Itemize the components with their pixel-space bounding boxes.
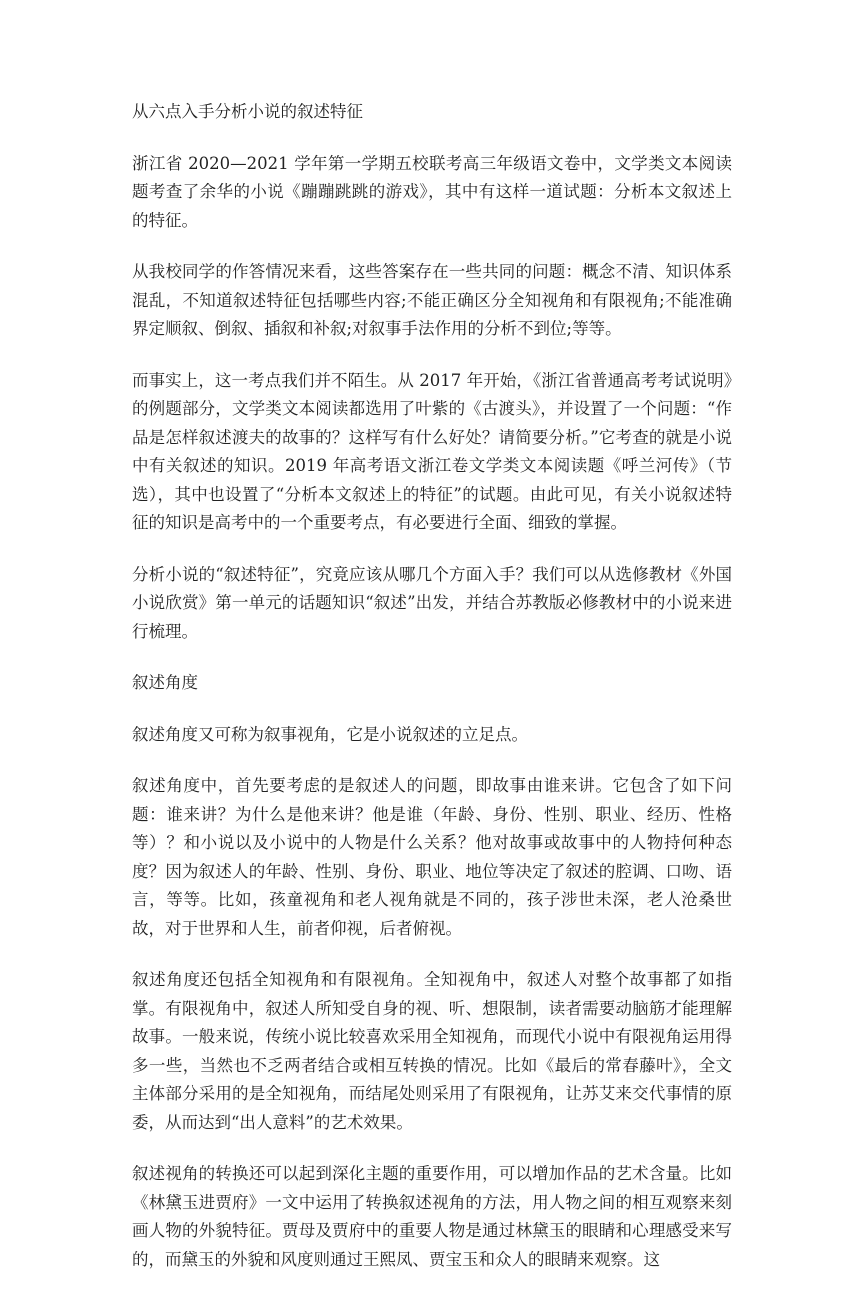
paragraph-1: 浙江省 2020—2021 学年第一学期五校联考高三年级语文卷中，文学类文本阅读题考查了余华的小说《蹦蹦跳跳的游戏》，其中有这样一道试题：分析本文叙述上的特征。 bbox=[132, 153, 732, 230]
document-title: 从六点入手分析小说的叙述特征 bbox=[132, 102, 363, 121]
paragraph-3: 而事实上，这一考点我们并不陌生。从 2017 年开始，《浙江省普通高考考试说明》的例题部分，文学类文本阅读都选用了叶紫的《古渡头》，并设置了一个问题：“作品是怎样叙述渡夫的故事的？这样写有什么好处？请简要分析。”它考查的就是小说中有关叙述的知识。2019 年高考语文浙江卷文学类文本阅读题《呼兰河传》（节选），其中也设置了“分析本文叙述上的特征”的试题。由此可见，有关小说叙述特征的知识是高考中的一个重要考点，有必要进行全面、细致的掌握。 bbox=[132, 370, 732, 532]
section-paragraph-4: 叙述视角的转换还可以起到深化主题的重要作用，可以增加作品的艺术含量。比如《林黛玉进贾府》一文中运用了转换叙述视角的方法，用人物之间的相互观察来刻画人物的外貌特征。贾母及贾府中的重要人物是通过林黛玉的眼睛和心理感受来写的，而黛玉的外貌和风度则通过王熙凤、贾宝玉和众人的眼睛来观察。这 bbox=[132, 1164, 732, 1269]
section-paragraph-1: 叙述角度又可称为叙事视角，它是小说叙述的立足点。 bbox=[132, 724, 528, 744]
document-page bbox=[132, 98, 732, 1297]
paragraph-2: 从我校同学的作答情况来看，这些答案存在一些共同的问题：概念不清、知识体系混乱，不知道叙述特征包括哪些内容;不能正确区分全知视角和有限视角;不能准确界定顺叙、倒叙、插叙和补叙;对叙事手法作用的分析不到位;等等。 bbox=[132, 262, 732, 338]
section-paragraph-3: 叙述角度还包括全知视角和有限视角。全知视角中，叙述人对整个故事都了如指掌。有限视角中，叙述人所知受自身的视、听、想限制，读者需要动脑筋才能理解故事。一般来说，传统小说比较喜欢采用全知视角，而现代小说中有限视角运用得多一些，当然也不乏两者结合或相互转换的情况。比如《最后的常春藤叶》，全文主体部分采用的是全知视角，而结尾处则采用了有限视角，让苏艾来交代事情的原委，从而达到“出人意料”的艺术效果。 bbox=[132, 970, 732, 1132]
paragraph-4: 分析小说的“叙述特征”，究竟应该从哪几个方面入手？我们可以从选修教材《外国小说欣赏》第一单元的话题知识“叙述”出发，并结合苏教版必修教材中的小说来进行梳理。 bbox=[132, 564, 732, 641]
section-paragraph-2: 叙述角度中，首先要考虑的是叙述人的问题，即故事由谁来讲。它包含了如下问题：谁来讲？为什么是他来讲？他是谁（年龄、身份、性别、职业、经历、性格等）？和小说以及小说中的人物是什么关系？他对故事或故事中的人物持何种态度？因为叙述人的年龄、性别、身份、职业、地位等决定了叙述的腔调、口吻、语言，等等。比如，孩童视角和老人视角就是不同的，孩子涉世未深，老人沧桑世故，对于世界和人生，前者仰视，后者俯视。 bbox=[132, 776, 732, 938]
section-heading: 叙述角度 bbox=[132, 673, 198, 692]
